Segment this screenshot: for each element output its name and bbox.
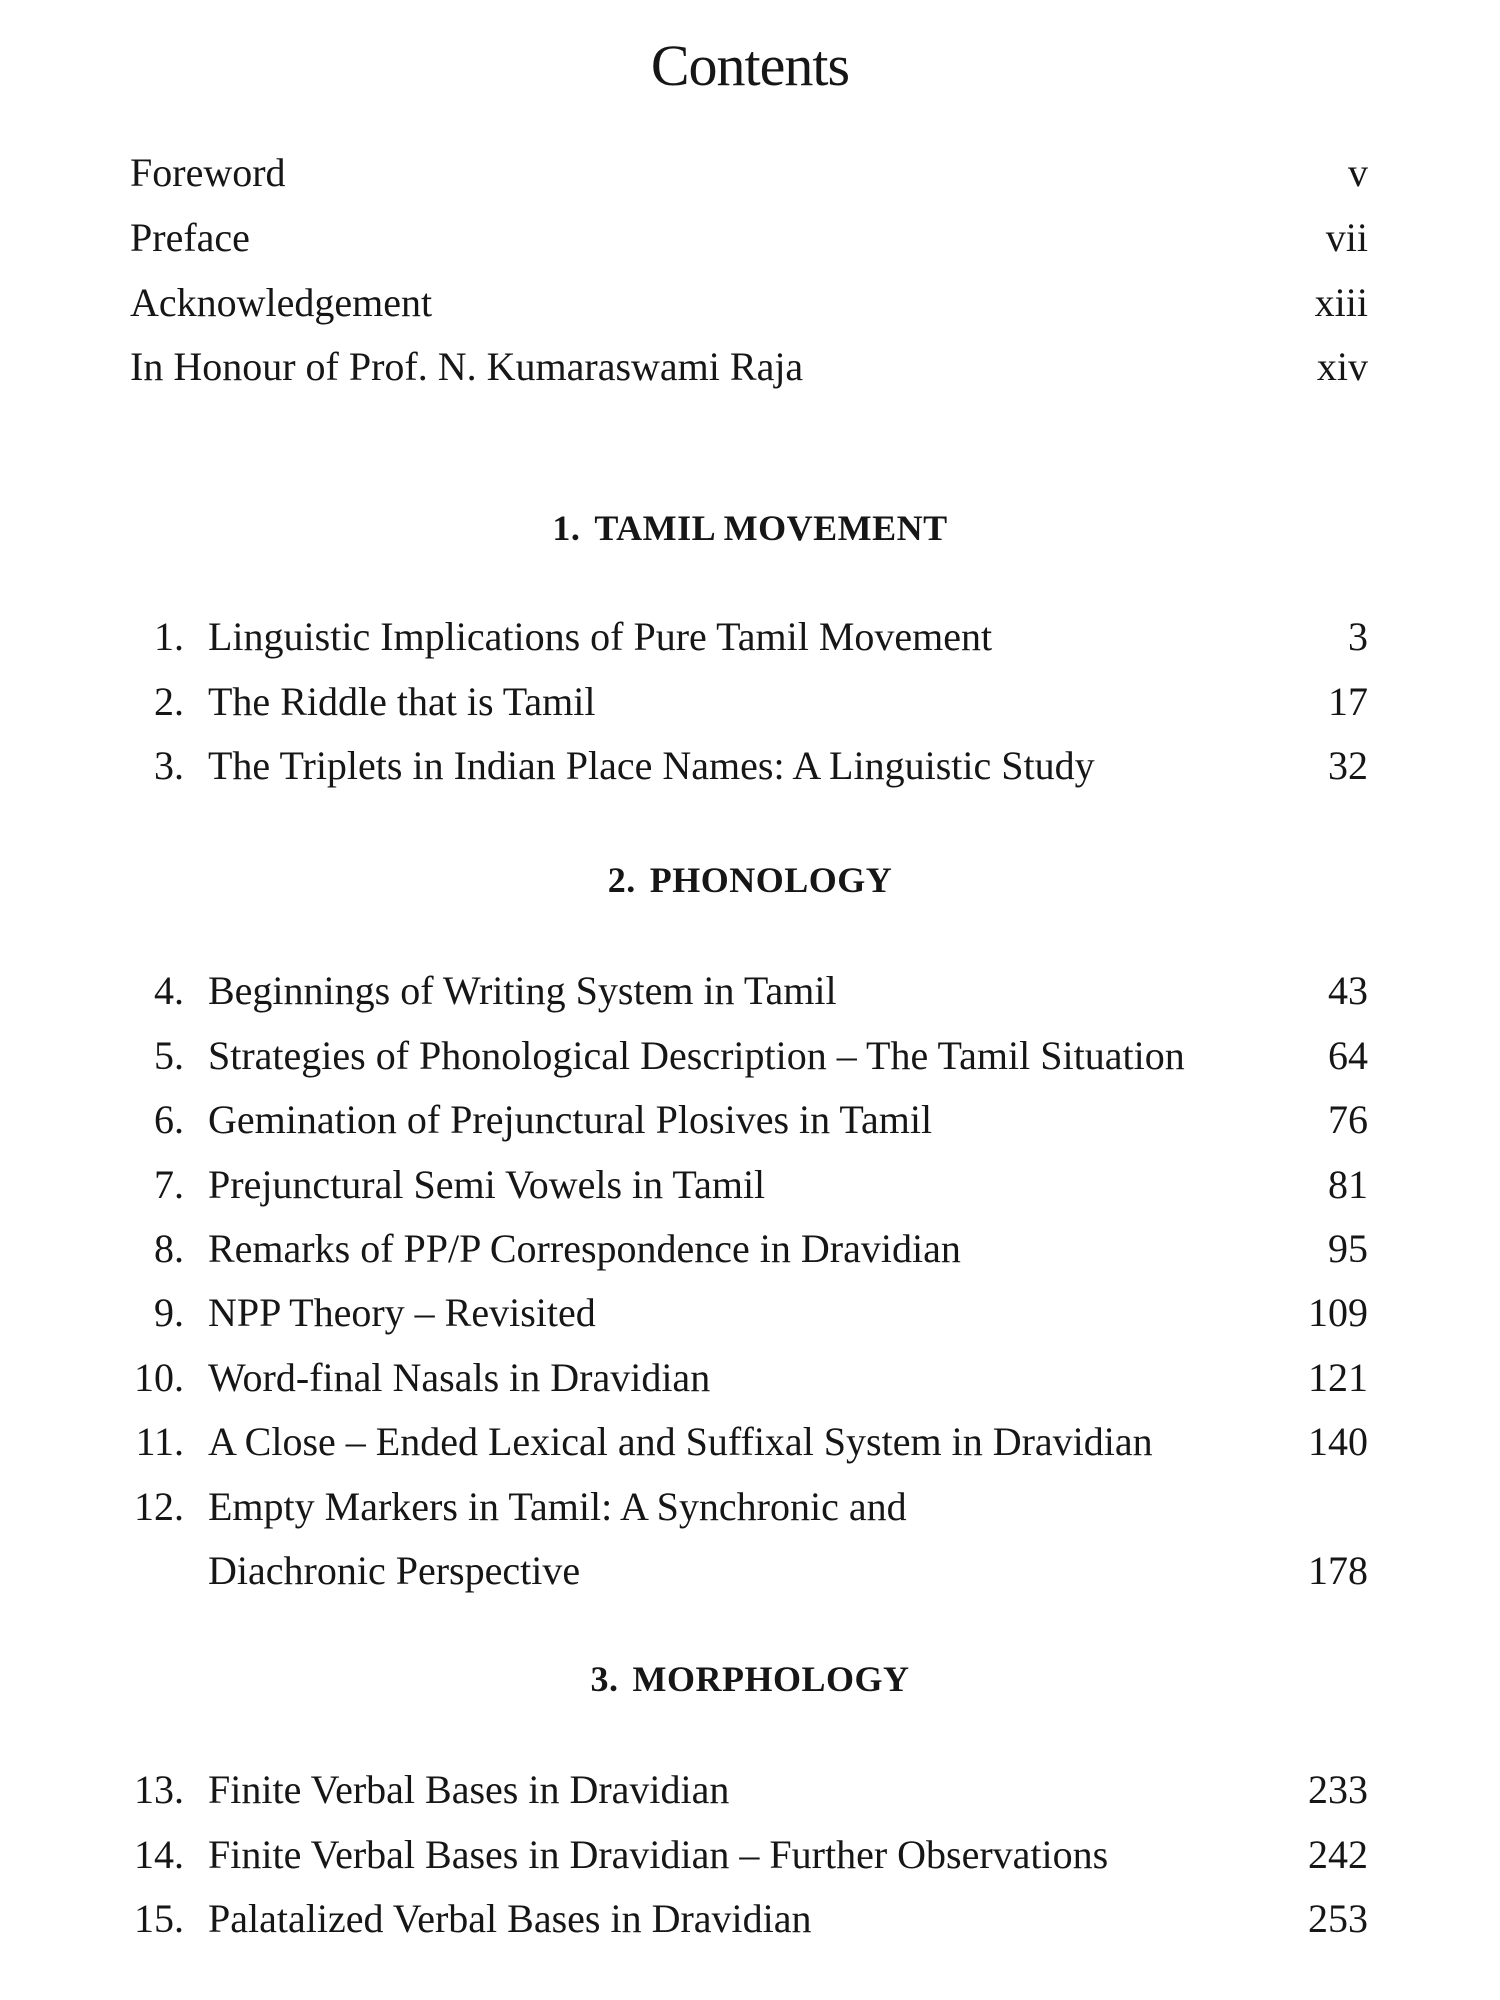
chapter-number: 13.: [134, 1767, 184, 1812]
section-heading-tamil-movement: [0, 500, 1500, 556]
chapter-title: Finite Verbal Bases in Dravidian – Further Observations: [208, 1832, 1109, 1877]
chapter-title: Palatalized Verbal Bases in Dravidian: [208, 1896, 812, 1941]
chapter-page: 253: [1308, 1896, 1368, 1941]
chapter-page: 109: [1308, 1290, 1368, 1335]
page-title: Contents: [650, 33, 850, 98]
chapter-page: 17: [1328, 679, 1368, 724]
chapter-number: 14.: [134, 1832, 184, 1877]
front-matter-page: xiii: [1314, 280, 1368, 325]
chapter-title-continuation: Diachronic Perspective: [208, 1548, 581, 1593]
section-title: TAMIL MOVEMENT: [594, 508, 948, 548]
chapter-row: [0, 1760, 1500, 1820]
chapter-page: 121: [1308, 1355, 1368, 1400]
chapter-row: [0, 1825, 1500, 1885]
front-matter-page: vii: [1325, 215, 1368, 260]
chapter-row: [0, 1412, 1500, 1472]
chapter-title: Beginnings of Writing System in Tamil: [208, 968, 837, 1013]
chapter-row: [0, 961, 1500, 1021]
section-heading-morphology: [0, 1651, 1500, 1707]
section-number: 3.: [590, 1659, 619, 1699]
chapter-page: 81: [1328, 1162, 1368, 1207]
chapter-page: 178: [1308, 1548, 1368, 1593]
chapter-row: [0, 1283, 1500, 1343]
chapter-number: 11.: [135, 1419, 184, 1464]
front-matter-page: xiv: [1316, 344, 1368, 389]
section-number: 2.: [607, 860, 636, 900]
chapter-row: [0, 1219, 1500, 1279]
chapter-number: 10.: [134, 1355, 184, 1400]
front-matter-label: Preface: [130, 215, 250, 260]
chapter-title: NPP Theory – Revisited: [208, 1290, 596, 1335]
chapter-title: A Close – Ended Lexical and Suffixal System in Dravidian: [208, 1419, 1153, 1464]
front-matter-row: [0, 208, 1500, 268]
chapter-row: [0, 1348, 1500, 1408]
chapter-title: Prejunctural Semi Vowels in Tamil: [208, 1162, 766, 1207]
chapter-page: 3: [1348, 614, 1368, 659]
chapter-row: [0, 1155, 1500, 1215]
chapter-title: Linguistic Implications of Pure Tamil Movement: [208, 614, 993, 659]
chapter-page: 95: [1328, 1226, 1368, 1271]
chapter-row: [0, 672, 1500, 732]
section-heading-phonology: [0, 852, 1500, 908]
chapter-row: [0, 1477, 1500, 1537]
chapter-number: 1.: [154, 614, 184, 659]
chapter-row-continuation: [0, 1541, 1500, 1601]
chapter-number: 12.: [134, 1484, 184, 1529]
chapter-page: 76: [1328, 1097, 1368, 1142]
chapter-title: Finite Verbal Bases in Dravidian: [208, 1767, 730, 1812]
front-matter-row: [0, 273, 1500, 333]
front-matter-label: Acknowledgement: [130, 280, 433, 325]
chapter-number: 5.: [154, 1033, 184, 1078]
chapter-title: Empty Markers in Tamil: A Synchronic and: [208, 1484, 907, 1529]
chapter-number: 6.: [154, 1097, 184, 1142]
chapter-title: Word-final Nasals in Dravidian: [208, 1355, 711, 1400]
section-number: 1.: [552, 508, 581, 548]
chapter-number: 7.: [154, 1162, 184, 1207]
front-matter-row: [0, 337, 1500, 397]
front-matter-row: [0, 143, 1500, 203]
chapter-page: 140: [1308, 1419, 1368, 1464]
chapter-page: 64: [1328, 1033, 1368, 1078]
chapter-row: [0, 1090, 1500, 1150]
chapter-number: 4.: [154, 968, 184, 1013]
chapter-row: [0, 1889, 1500, 1949]
chapter-title: Remarks of PP/P Correspondence in Dravidian: [208, 1226, 961, 1271]
front-matter-page: v: [1348, 150, 1368, 195]
chapter-row: [0, 736, 1500, 796]
chapter-title: The Triplets in Indian Place Names: A Linguistic Study: [208, 743, 1095, 788]
chapter-page: 43: [1328, 968, 1368, 1013]
section-title: MORPHOLOGY: [632, 1659, 910, 1699]
chapter-row: [0, 1026, 1500, 1086]
chapter-page: 242: [1308, 1832, 1368, 1877]
front-matter-label: Foreword: [130, 150, 286, 195]
section-title: PHONOLOGY: [649, 860, 893, 900]
chapter-number: 9.: [154, 1290, 184, 1335]
front-matter-label: In Honour of Prof. N. Kumaraswami Raja: [130, 344, 804, 389]
chapter-number: 2.: [154, 679, 184, 724]
chapter-title: Gemination of Prejunctural Plosives in Tamil: [208, 1097, 933, 1142]
chapter-title: The Riddle that is Tamil: [208, 679, 596, 724]
chapter-number: 3.: [154, 743, 184, 788]
chapter-title: Strategies of Phonological Description – The Tamil Situation: [208, 1033, 1185, 1078]
chapter-page: 233: [1308, 1767, 1368, 1812]
chapter-row: [0, 607, 1500, 667]
chapter-number: 8.: [154, 1226, 184, 1271]
chapter-number: 15.: [134, 1896, 184, 1941]
chapter-page: 32: [1328, 743, 1368, 788]
